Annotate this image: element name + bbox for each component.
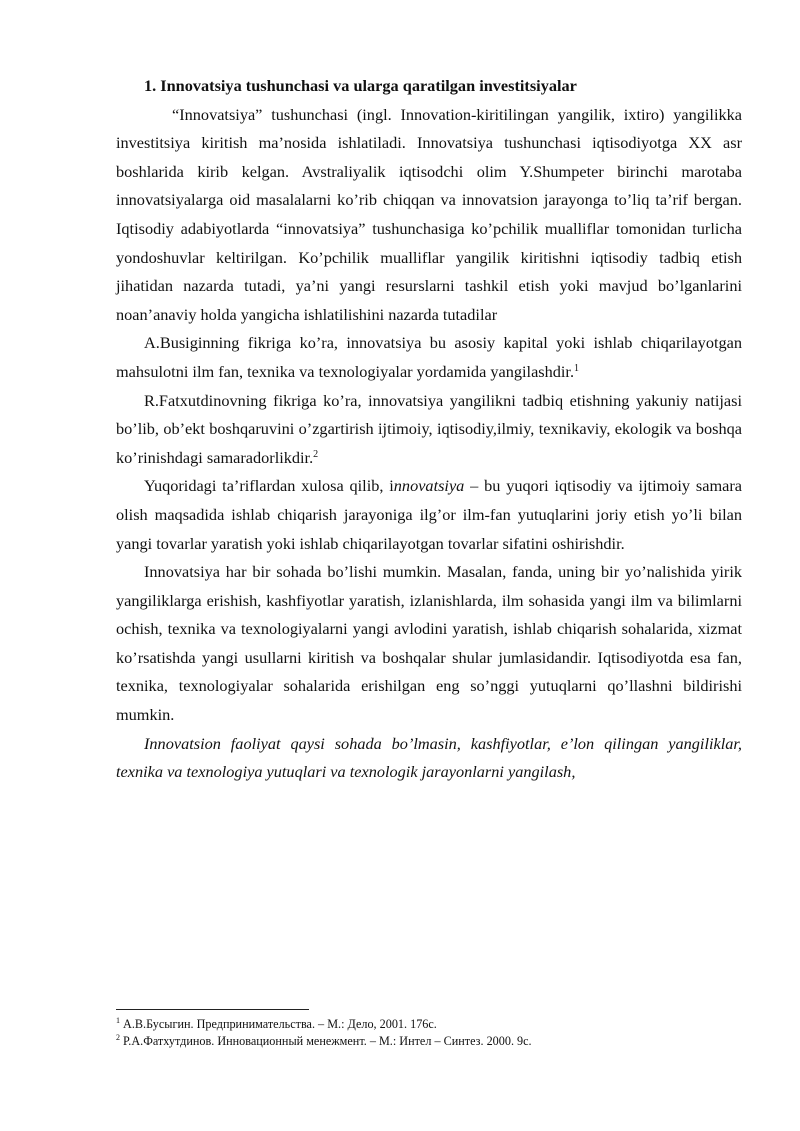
footnote-text: Р.А.Фатхутдинов. Инновационный менежмент. – М.: Интел – Синтез. 2000. 9с. xyxy=(120,1034,532,1048)
footnote-1 xyxy=(116,1016,742,1033)
body-text xyxy=(116,72,742,787)
footnotes xyxy=(116,1016,742,1050)
paragraph-fatxutdinov-text: R.Fatxutdinovning fikriga ko’ra, innovatsiya yangilikni tadbiq etishning yakuniy natijasi bo’lib, ob’ekt boshqaruvini o’zgartirish ijtimoiy, iqtisodiy,ilmiy, texnikaviy, ekologik va boshqa ko’rinishdagi samaradorlikdir. xyxy=(116,390,742,467)
footnote-ref-2[interactable]: 2 xyxy=(313,448,319,460)
paragraph-conclusion-end: – bu yuqori iqtisodiy va ijtimoiy samara olish maqsadida ishlab chiqarish jarayoniga ilg’or ilm-fan yutuqlarini joriy etish yo’li bilan yangi tovarlar yaratish yoki ishlab chiqarilayotgan tovarlar sifatini oshirishdir. xyxy=(116,476,742,553)
footnote-text: А.В.Бусыгин. Предпринимательства. – М.: Дело, 2001. 176с. xyxy=(120,1017,437,1031)
paragraph-fatxutdinov xyxy=(116,387,742,473)
paragraph-innovation-spheres: Innovatsiya har bir sohada bo’lishi mumkin. Masalan, fanda, uning bir yo’nalishida yirik yangiliklarga erishish, kashfiyotlar yaratish, izlanishlarda, ilm sohasida yangi ilm va bilimlarni ochish, texnika va texnologiyalarni yangi avlodini yaratish, ishlab chiqarish sohalarida, xizmat ko’rsatishda yangi usullarni kiritish va boshqalar shular jumlasidandir. Iqtisodiyotda esa fan, texnika, texnologiyalar sohalarida erishilgan eng so’nggi yutuqlarni qo’llashni bildirishi mumkin. xyxy=(116,562,742,725)
footnote-ref-1[interactable]: 1 xyxy=(574,362,580,374)
paragraph-busygin-text: A.Busiginning fikriga ko’ra, innovatsiya bu asosiy kapital yoki ishlab chiqarilayotgan mahsulotni ilm fan, texnika va texnologiyalar yordamida yangilashdir. xyxy=(116,333,742,381)
paragraph-conclusion xyxy=(116,472,742,558)
section-heading: 1. Innovatsiya tushunchasi va ularga qaratilgan investitsiyalar xyxy=(144,76,577,95)
footnote-number: 2 xyxy=(116,1033,120,1042)
footnote-2 xyxy=(116,1033,742,1050)
paragraph-busygin xyxy=(116,329,742,386)
paragraph-innovation-definition: “Innovatsiya” tushunchasi (ingl. Innovation-kiritilingan yangilik, ixtiro) yangilikka investitsiya kiritish ma’nosida ishlatiladi. Innovatsiya tushunchasi iqtisodiyotga XX asr boshlarida kirib kelgan. Avstraliyalik iqtisodchi olim Y.Shumpeter birinchi marotaba innovatsiyalarga oid masalalarni ko’rib chiqqan va innovatsion jarayonga to’liq ta’rif bergan. Iqtisodiy adabiyotlarda “innovatsiya” tushunchasiga ko’pchilik mualliflar tomonidan turlicha yondoshuvlar keltirilgan. Ko’pchilik mualliflar yangilik kiritishni iqtisodiy tadbiq etish jihatidan nazarda tutadi, ya’ni yangi resurslarni tashkil etish yoki mavjud bo’lganlarini noan’anaviy holda yangicha ishlatilishini nazarda tutadilar xyxy=(116,104,742,324)
paragraph-conclusion-start: Yuqoridagi ta’riflardan xulosa qilib, i xyxy=(144,476,394,496)
paragraph-innovative-activity: Innovatsion faoliyat qaysi sohada bo’lmasin, kashfiyotlar, e’lon qilingan yangiliklar, texnika va texnologiya yutuqlari va texnologik jarayonlarni yangilash, xyxy=(116,733,742,782)
footnote-divider xyxy=(116,1009,309,1010)
footnote-number: 1 xyxy=(116,1016,120,1025)
paragraph-conclusion-term: nnovatsiya xyxy=(393,476,465,496)
